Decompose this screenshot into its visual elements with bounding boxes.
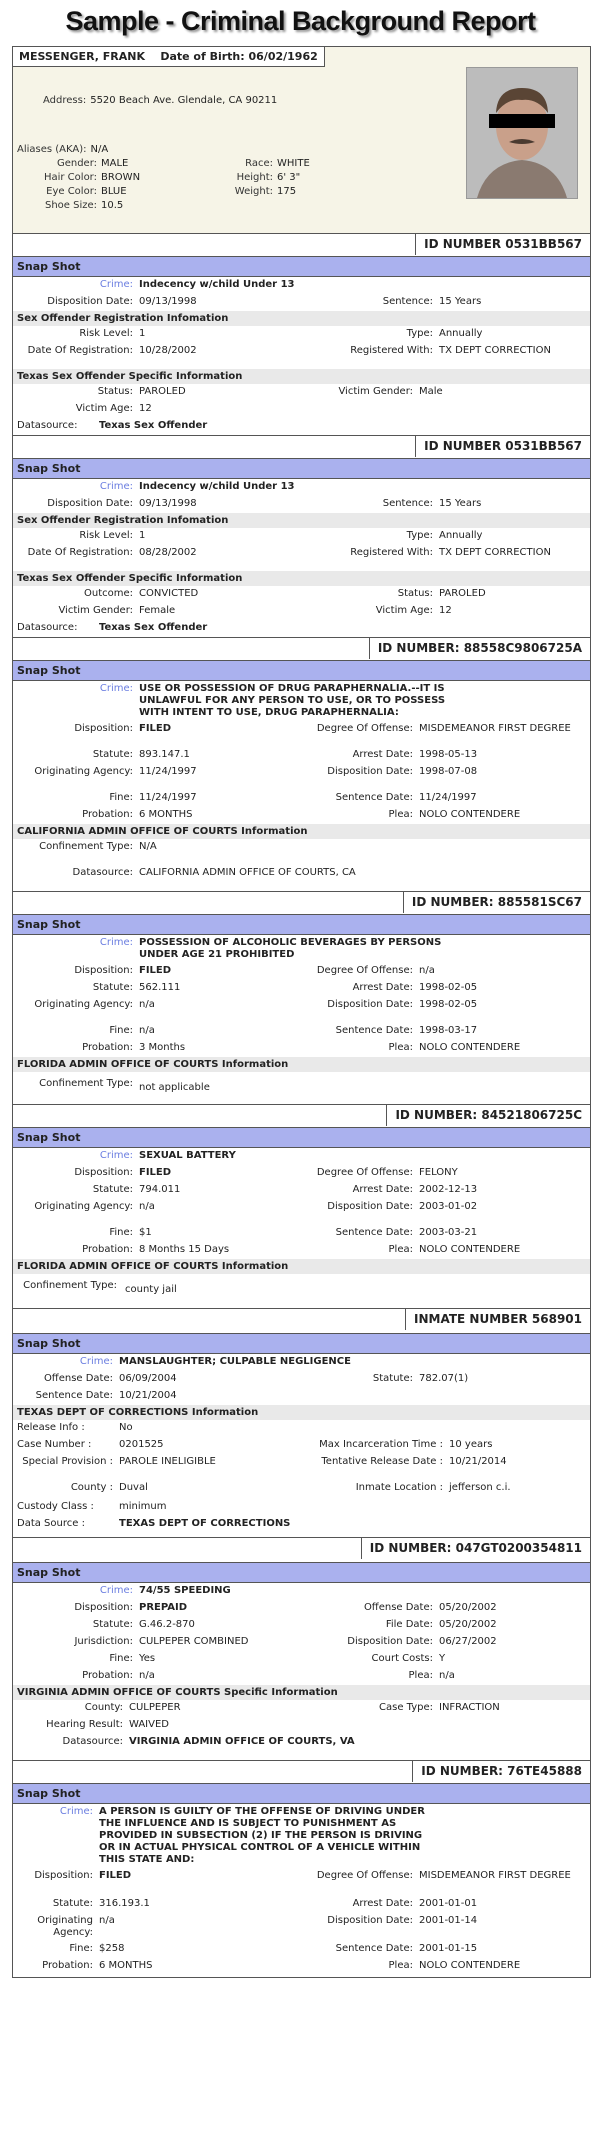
disposition-value: PREPAID bbox=[139, 1602, 188, 1613]
record-id: ID NUMBER 0531BB567 bbox=[415, 436, 590, 457]
disposition-date-value: 1998-02-05 bbox=[419, 999, 478, 1010]
offense-date-label: Offense Date: bbox=[43, 1373, 113, 1384]
custody-class-label: Custody Class : bbox=[17, 1501, 94, 1512]
fine-label: Fine: bbox=[69, 1943, 93, 1954]
datasource-value: VIRGINIA ADMIN OFFICE OF COURTS, VA bbox=[129, 1736, 355, 1747]
record-id-bar bbox=[13, 1308, 590, 1333]
hair-label: Hair Color: bbox=[43, 172, 97, 183]
jurisdiction-value: CULPEPER COMBINED bbox=[139, 1636, 249, 1647]
max-incarceration-label: Max Incarceration Time : bbox=[319, 1439, 443, 1450]
victim-gender-value: Male bbox=[419, 386, 443, 397]
disposition-date-label: Disposition Date: bbox=[327, 1201, 413, 1212]
arrest-date-label: Arrest Date: bbox=[352, 749, 413, 760]
hearing-result-value: WAIVED bbox=[129, 1719, 169, 1730]
arrest-date-label: Arrest Date: bbox=[352, 1184, 413, 1195]
plea-label: Plea: bbox=[388, 809, 413, 820]
snapshot-header: Snap Shot bbox=[13, 1783, 590, 1804]
snapshot-header: Snap Shot bbox=[13, 458, 590, 479]
record-id: ID NUMBER: 76TE45888 bbox=[412, 1761, 590, 1782]
case-number-label: Case Number : bbox=[17, 1439, 92, 1450]
county-label: County: bbox=[84, 1702, 123, 1713]
snapshot-header: Snap Shot bbox=[13, 660, 590, 681]
special-provision-value: PAROLE INELIGIBLE bbox=[119, 1456, 216, 1467]
confinement-value: not applicable bbox=[139, 1082, 210, 1093]
case-number-value: 0201525 bbox=[119, 1439, 164, 1450]
crime-label: Crime: bbox=[99, 1585, 133, 1596]
fine-value: $258 bbox=[99, 1943, 125, 1954]
probation-value: 3 Months bbox=[139, 1042, 186, 1053]
offense-date-value: 05/20/2002 bbox=[439, 1602, 497, 1613]
orig-agency-value: n/a bbox=[139, 999, 155, 1010]
snapshot-header: Snap Shot bbox=[13, 1562, 590, 1583]
status-label: Status: bbox=[97, 386, 133, 397]
plea-value: NOLO CONTENDERE bbox=[419, 1960, 521, 1971]
sentence-date-label: Sentence Date: bbox=[335, 792, 413, 803]
confinement-label: Confinement Type: bbox=[23, 1280, 117, 1291]
hair-value: BROWN bbox=[101, 172, 141, 183]
disposition-label: Disposition: bbox=[74, 1602, 133, 1613]
confinement-label: Confinement Type: bbox=[39, 841, 133, 852]
race-value: WHITE bbox=[277, 158, 310, 169]
plea-label: Plea: bbox=[388, 1244, 413, 1255]
inmate-location-label: Inmate Location : bbox=[355, 1482, 443, 1493]
custody-class-value: minimum bbox=[119, 1501, 167, 1512]
datasource-label: Datasource: bbox=[17, 420, 78, 431]
victim-age-label: Victim Age: bbox=[75, 403, 133, 414]
file-date-value: 05/20/2002 bbox=[439, 1619, 497, 1630]
weight-label: Weight: bbox=[234, 186, 273, 197]
report bbox=[12, 46, 591, 1978]
disposition-date-value: 2003-01-02 bbox=[419, 1201, 478, 1212]
snapshot-header: Snap Shot bbox=[13, 1333, 590, 1354]
risk-label: Risk Level: bbox=[79, 328, 133, 339]
section-header: TEXAS DEPT OF CORRECTIONS Information bbox=[13, 1405, 590, 1420]
report-title: Sample - Criminal Background Report bbox=[65, 6, 536, 36]
degree-value: MISDEMEANOR FIRST DEGREE bbox=[419, 723, 571, 734]
reg-date-label: Date Of Registration: bbox=[27, 547, 133, 558]
crime-value: MANSLAUGHTER; CULPABLE NEGLIGENCE bbox=[119, 1356, 351, 1367]
orig-agency-label: Originating Agency: bbox=[34, 999, 133, 1010]
disposition-date-value: 06/27/2002 bbox=[439, 1636, 497, 1647]
sentence-date-label: Sentence Date: bbox=[335, 1227, 413, 1238]
disposition-date-value: 1998-07-08 bbox=[419, 766, 478, 777]
degree-label: Degree Of Offense: bbox=[316, 1167, 413, 1178]
release-value: No bbox=[119, 1422, 133, 1433]
record-id: INMATE NUMBER 568901 bbox=[405, 1309, 590, 1330]
eye-label: Eye Color: bbox=[46, 186, 97, 197]
aliases-value: N/A bbox=[90, 144, 109, 155]
crime-label: Crime: bbox=[79, 1356, 113, 1367]
crime-label: Crime: bbox=[99, 481, 133, 492]
sentence-value: 15 Years bbox=[439, 498, 482, 509]
person-header bbox=[13, 47, 325, 67]
disposition-date-label: Disposition Date: bbox=[327, 999, 413, 1010]
arrest-date-label: Arrest Date: bbox=[352, 982, 413, 993]
crime-value: USE OR POSSESSION OF DRUG PARAPHERNALIA.--IT IS UNLAWFUL FOR ANY PERSON TO USE, OR TO POSSESS WITH INTENT TO USE, DRUG PARAPHERNALIA: bbox=[139, 683, 446, 718]
plea-label: Plea: bbox=[388, 1042, 413, 1053]
status-value: PAROLED bbox=[139, 386, 186, 397]
disposition-date-label: Disposition Date: bbox=[327, 1915, 413, 1926]
record-id: ID NUMBER: 84521806725C bbox=[386, 1105, 590, 1126]
offense-date-label: Offense Date: bbox=[363, 1602, 433, 1613]
statute-value: 893.147.1 bbox=[139, 749, 190, 760]
record-id: ID NUMBER: 885581SC67 bbox=[403, 892, 590, 913]
degree-value: FELONY bbox=[419, 1167, 458, 1178]
degree-label: Degree Of Offense: bbox=[316, 965, 413, 976]
record-id-bar bbox=[13, 233, 590, 256]
disposition-value: FILED bbox=[99, 1870, 132, 1881]
statute-value: 562.111 bbox=[139, 982, 181, 993]
arrest-date-value: 2002-12-13 bbox=[419, 1184, 478, 1195]
probation-label: Probation: bbox=[82, 1042, 133, 1053]
crime-value: SEXUAL BATTERY bbox=[139, 1150, 236, 1161]
case-type-label: Case Type: bbox=[379, 1702, 433, 1713]
plea-value: n/a bbox=[439, 1670, 455, 1681]
victim-age-label: Victim Age: bbox=[375, 605, 433, 616]
plea-value: NOLO CONTENDERE bbox=[419, 1042, 521, 1053]
statute-label: Statute: bbox=[92, 749, 133, 760]
crime-value: A PERSON IS GUILTY OF THE OFFENSE OF DRIVING UNDER THE INFLUENCE AND IS SUBJECT TO PUNISHMENT AS PROVIDED IN SUBSECTION (2) IF THE PERSON IS DRIVING OR IN ACTUAL PHYSICAL CONTROL OF A VEHICLE WITHIN THIS STATE AND: bbox=[99, 1806, 425, 1865]
probation-value: n/a bbox=[139, 1670, 155, 1681]
reg-date-value: 10/28/2002 bbox=[139, 345, 197, 356]
gender-value: MALE bbox=[101, 158, 129, 169]
sentence-date-value: 1998-03-17 bbox=[419, 1025, 478, 1036]
record-id-bar bbox=[13, 891, 590, 914]
special-provision-label: Special Provision : bbox=[22, 1456, 113, 1467]
arrest-date-value: 2001-01-01 bbox=[419, 1898, 478, 1909]
county-value: Duval bbox=[119, 1482, 148, 1493]
person-name: MESSENGER, FRANK bbox=[19, 50, 145, 63]
disposition-date-label: Disposition Date: bbox=[47, 498, 133, 509]
type-label: Type: bbox=[406, 328, 433, 339]
disposition-value: FILED bbox=[139, 965, 172, 976]
victim-gender-label: Victim Gender: bbox=[338, 386, 413, 397]
crime-label: Crime: bbox=[99, 683, 133, 694]
plea-value: NOLO CONTENDERE bbox=[419, 809, 521, 820]
section-header: Sex Offender Registration Infomation bbox=[13, 513, 590, 528]
orig-agency-value: n/a bbox=[139, 1201, 155, 1212]
fine-label: Fine: bbox=[109, 792, 133, 803]
fine-value: n/a bbox=[139, 1025, 155, 1036]
crime-value: Indecency w/child Under 13 bbox=[139, 279, 295, 290]
registered-with-value: TX DEPT CORRECTION bbox=[439, 345, 551, 356]
victim-age-value: 12 bbox=[439, 605, 452, 616]
disposition-date-value: 09/13/1998 bbox=[139, 296, 197, 307]
address-label: Address: bbox=[43, 95, 87, 106]
disposition-date-label: Disposition Date: bbox=[327, 766, 413, 777]
datasource-label: Datasource: bbox=[72, 867, 133, 878]
record-id: ID NUMBER: 88558C9806725A bbox=[369, 638, 590, 659]
registered-with-label: Registered With: bbox=[350, 547, 433, 558]
sentence-date-value: 10/21/2004 bbox=[119, 1390, 177, 1401]
status-value: PAROLED bbox=[439, 588, 486, 599]
fine-label: Fine: bbox=[109, 1025, 133, 1036]
record-id-bar bbox=[13, 1104, 590, 1127]
victim-gender-label: Victim Gender: bbox=[58, 605, 133, 616]
sentence-date-value: 2003-03-21 bbox=[419, 1227, 478, 1238]
fine-label: Fine: bbox=[109, 1653, 133, 1664]
victim-age-value: 12 bbox=[139, 403, 152, 414]
victim-gender-value: Female bbox=[139, 605, 176, 616]
probation-label: Probation: bbox=[82, 1670, 133, 1681]
statute-label: Statute: bbox=[92, 982, 133, 993]
fine-label: Fine: bbox=[109, 1227, 133, 1238]
crime-label: Crime: bbox=[99, 279, 133, 290]
height-label: Height: bbox=[236, 172, 273, 183]
reg-date-value: 08/28/2002 bbox=[139, 547, 197, 558]
sentence-label: Sentence: bbox=[382, 498, 433, 509]
orig-agency-label: Originating Agency: bbox=[34, 1201, 133, 1212]
degree-value: n/a bbox=[419, 965, 435, 976]
sentence-date-label: Sentence Date: bbox=[335, 1025, 413, 1036]
statute-value: 782.07(1) bbox=[419, 1373, 469, 1384]
statute-value: G.46.2-870 bbox=[139, 1619, 195, 1630]
arrest-date-value: 1998-02-05 bbox=[419, 982, 478, 993]
crime-value: 74/55 SPEEDING bbox=[139, 1585, 231, 1596]
outcome-label: Outcome: bbox=[83, 588, 133, 599]
section-header: FLORIDA ADMIN OFFICE OF COURTS Information bbox=[13, 1057, 590, 1072]
datasource-value: Texas Sex Offender bbox=[99, 420, 208, 431]
risk-value: 1 bbox=[139, 530, 146, 541]
orig-agency-label: Originating Agency: bbox=[34, 766, 133, 777]
confinement-value: county jail bbox=[125, 1284, 177, 1295]
race-label: Race: bbox=[245, 158, 273, 169]
statute-value: 794.011 bbox=[139, 1184, 181, 1195]
disposition-date-value: 09/13/1998 bbox=[139, 498, 197, 509]
datasource-label: Datasource: bbox=[62, 1736, 123, 1747]
disposition-value: FILED bbox=[139, 723, 172, 734]
probation-value: 6 MONTHS bbox=[139, 809, 193, 820]
confinement-label: Confinement Type: bbox=[39, 1078, 133, 1089]
fine-value: 11/24/1997 bbox=[139, 792, 197, 803]
registered-with-label: Registered With: bbox=[350, 345, 433, 356]
disposition-label: Disposition: bbox=[74, 1167, 133, 1178]
status-label: Status: bbox=[397, 588, 433, 599]
disposition-label: Disposition: bbox=[74, 965, 133, 976]
record-id-bar bbox=[13, 1537, 590, 1562]
degree-value: MISDEMEANOR FIRST DEGREE bbox=[419, 1870, 571, 1881]
sentence-value: 15 Years bbox=[439, 296, 482, 307]
probation-value: 6 MONTHS bbox=[99, 1960, 153, 1971]
dob-value: 06/02/1962 bbox=[248, 50, 318, 63]
court-costs-value: Y bbox=[439, 1653, 446, 1664]
offense-date-value: 06/09/2004 bbox=[119, 1373, 177, 1384]
jurisdiction-label: Jurisdiction: bbox=[74, 1636, 133, 1647]
weight-value: 175 bbox=[277, 186, 297, 197]
aliases-label: Aliases (AKA): bbox=[17, 144, 87, 155]
risk-value: 1 bbox=[139, 328, 146, 339]
snapshot-header: Snap Shot bbox=[13, 1127, 590, 1148]
shoe-value: 10.5 bbox=[101, 200, 124, 211]
person-panel bbox=[13, 46, 590, 233]
arrest-date-value: 1998-05-13 bbox=[419, 749, 478, 760]
section-header: Sex Offender Registration Infomation bbox=[13, 311, 590, 326]
statute-label: Statute: bbox=[92, 1619, 133, 1630]
probation-label: Probation: bbox=[42, 1960, 93, 1971]
fine-value: Yes bbox=[139, 1653, 156, 1664]
datasource-label: Data Source : bbox=[17, 1518, 85, 1529]
case-type-value: INFRACTION bbox=[439, 1702, 500, 1713]
crime-label: Crime: bbox=[99, 1150, 133, 1161]
orig-agency-value: 11/24/1997 bbox=[139, 766, 197, 777]
section-header: Texas Sex Offender Specific Information bbox=[13, 571, 590, 586]
type-value: Annually bbox=[439, 530, 483, 541]
disposition-label: Disposition: bbox=[34, 1870, 93, 1881]
orig-agency-label: Originating Agency: bbox=[37, 1915, 93, 1938]
section-header: Texas Sex Offender Specific Information bbox=[13, 369, 590, 384]
county-label: County : bbox=[70, 1482, 113, 1493]
file-date-label: File Date: bbox=[385, 1619, 433, 1630]
statute-label: Statute: bbox=[92, 1184, 133, 1195]
snapshot-header: Snap Shot bbox=[13, 256, 590, 277]
tentative-release-label: Tentative Release Date : bbox=[321, 1456, 443, 1467]
fine-value: $1 bbox=[139, 1227, 152, 1238]
plea-label: Plea: bbox=[388, 1960, 413, 1971]
reg-date-label: Date Of Registration: bbox=[27, 345, 133, 356]
release-label: Release Info : bbox=[17, 1422, 85, 1433]
sentence-date-value: 11/24/1997 bbox=[419, 792, 477, 803]
court-costs-label: Court Costs: bbox=[371, 1653, 433, 1664]
confinement-value: N/A bbox=[139, 841, 157, 852]
degree-label: Degree Of Offense: bbox=[316, 1870, 413, 1881]
statute-value: 316.193.1 bbox=[99, 1898, 150, 1909]
mugshot-photo bbox=[466, 67, 578, 199]
crime-value: POSSESSION OF ALCOHOLIC BEVERAGES BY PERSONS UNDER AGE 21 PROHIBITED bbox=[139, 937, 442, 960]
registered-with-value: TX DEPT CORRECTION bbox=[439, 547, 551, 558]
type-value: Annually bbox=[439, 328, 483, 339]
disposition-date-label: Disposition Date: bbox=[47, 296, 133, 307]
type-label: Type: bbox=[406, 530, 433, 541]
orig-agency-value: n/a bbox=[99, 1915, 115, 1926]
eye-value: BLUE bbox=[101, 186, 127, 197]
address-value: 5520 Beach Ave. Glendale, CA 90211 bbox=[90, 95, 278, 106]
section-header: CALIFORNIA ADMIN OFFICE OF COURTS Information bbox=[13, 824, 590, 839]
record-id: ID NUMBER: 047GT0200354811 bbox=[361, 1538, 590, 1559]
probation-label: Probation: bbox=[82, 809, 133, 820]
dob-label: Date of Birth: bbox=[160, 50, 245, 63]
tentative-release-value: 10/21/2014 bbox=[449, 1456, 507, 1467]
height-value: 6' 3" bbox=[277, 172, 301, 183]
probation-label: Probation: bbox=[82, 1244, 133, 1255]
disposition-date-label: Disposition Date: bbox=[347, 1636, 433, 1647]
datasource-value: Texas Sex Offender bbox=[99, 622, 208, 633]
crime-label: Crime: bbox=[99, 937, 133, 948]
section-header: VIRGINIA ADMIN OFFICE OF COURTS Specific Information bbox=[13, 1685, 590, 1700]
arrest-date-label: Arrest Date: bbox=[352, 1898, 413, 1909]
record-id: ID NUMBER 0531BB567 bbox=[415, 234, 590, 255]
crime-value: Indecency w/child Under 13 bbox=[139, 481, 295, 492]
degree-label: Degree Of Offense: bbox=[316, 723, 413, 734]
disposition-label: Disposition: bbox=[74, 723, 133, 734]
statute-label: Statute: bbox=[372, 1373, 413, 1384]
county-value: CULPEPER bbox=[129, 1702, 181, 1713]
plea-label: Plea: bbox=[408, 1670, 433, 1681]
record-id-bar bbox=[13, 1760, 590, 1783]
record-id-bar bbox=[13, 637, 590, 660]
inmate-location-value: jefferson c.i. bbox=[449, 1482, 511, 1493]
snapshot-header: Snap Shot bbox=[13, 914, 590, 935]
sentence-label: Sentence: bbox=[382, 296, 433, 307]
risk-label: Risk Level: bbox=[79, 530, 133, 541]
crime-label: Crime: bbox=[59, 1806, 93, 1817]
outcome-value: CONVICTED bbox=[139, 588, 199, 599]
disposition-date-value: 2001-01-14 bbox=[419, 1915, 478, 1926]
sentence-date-value: 2001-01-15 bbox=[419, 1943, 478, 1954]
statute-label: Statute: bbox=[52, 1898, 93, 1909]
hearing-result-label: Hearing Result: bbox=[46, 1719, 123, 1730]
record-id-bar bbox=[13, 435, 590, 458]
plea-value: NOLO CONTENDERE bbox=[419, 1244, 521, 1255]
datasource-value: TEXAS DEPT OF CORRECTIONS bbox=[119, 1518, 291, 1529]
disposition-value: FILED bbox=[139, 1167, 172, 1178]
sentence-date-label: Sentence Date: bbox=[335, 1943, 413, 1954]
datasource-label: Datasource: bbox=[17, 622, 78, 633]
section-header: FLORIDA ADMIN OFFICE OF COURTS Information bbox=[13, 1259, 590, 1274]
gender-label: Gender: bbox=[56, 158, 97, 169]
probation-value: 8 Months 15 Days bbox=[139, 1244, 230, 1255]
sentence-date-label: Sentence Date: bbox=[35, 1390, 113, 1401]
shoe-label: Shoe Size: bbox=[44, 200, 97, 211]
max-incarceration-value: 10 years bbox=[449, 1439, 493, 1450]
datasource-value: CALIFORNIA ADMIN OFFICE OF COURTS, CA bbox=[139, 867, 356, 878]
